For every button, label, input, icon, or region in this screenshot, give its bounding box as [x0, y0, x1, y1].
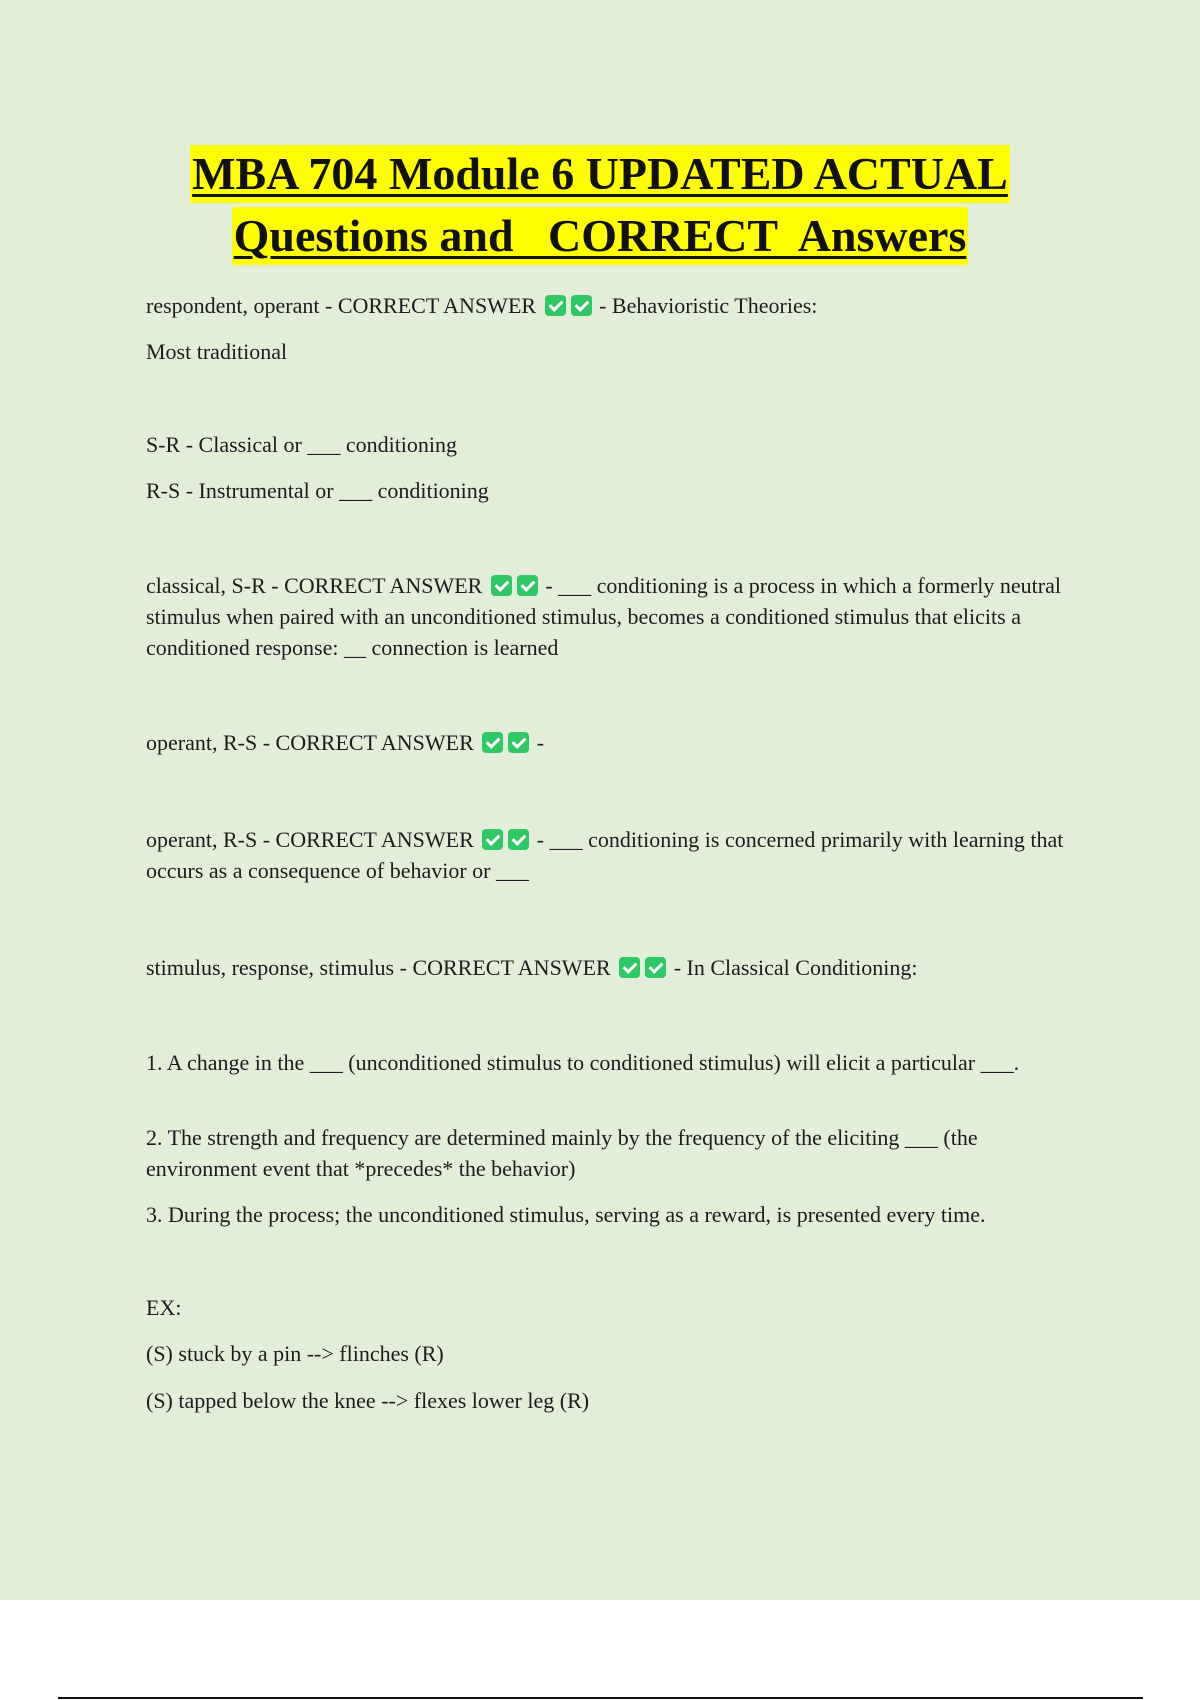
text-line: S-R - Classical or ___ conditioning [146, 432, 458, 457]
answer-text: operant, R-S - CORRECT ANSWER [146, 827, 474, 852]
qa-item-3 [146, 727, 1081, 758]
check-box-icon [508, 732, 529, 753]
answer-text: stimulus, response, stimulus - CORRECT ANSWER [146, 955, 611, 980]
footer-divider [58, 1697, 1143, 1699]
qa-item-4 [146, 824, 1081, 886]
list-item: 3. During the process; the unconditioned stimulus, serving as a reward, is presented every time. [146, 1202, 986, 1227]
check-box-icon [517, 575, 538, 596]
text-line: (S) stuck by a pin --> flinches (R) [146, 1341, 444, 1366]
check-box-icon [619, 957, 640, 978]
title-line-2: Questions and CORRECT Answers [232, 207, 969, 265]
question-text: - ___ conditioning is a process in which a formerly neutral stimulus when paired with an unconditioned stimulus, becomes a conditioned stimulus that elicits a conditioned response: __ connection is learned [146, 573, 1061, 660]
check-box-icon [482, 732, 503, 753]
check-box-icon [645, 957, 666, 978]
text-line: (S) tapped below the knee --> flexes lower leg (R) [146, 1388, 590, 1413]
question-text: - [536, 730, 545, 755]
qa-item-5 [146, 952, 1081, 983]
answer-text: operant, R-S - CORRECT ANSWER [146, 730, 474, 755]
answer-text: classical, S-R - CORRECT ANSWER [146, 573, 483, 598]
text-line: EX: [146, 1295, 182, 1320]
question-text: - In Classical Conditioning: [673, 955, 918, 980]
question-text: - ___ conditioning is concerned primarily with learning that occurs as a consequence of behavior or ___ [146, 827, 1064, 883]
qa-item-2 [146, 570, 1081, 663]
list-item: 2. The strength and frequency are determined mainly by the frequency of the eliciting ___ (the environment event that *precedes* the behavior) [146, 1125, 978, 1181]
answer-text: respondent, operant - CORRECT ANSWER [146, 293, 537, 318]
text-line: R-S - Instrumental or ___ conditioning [146, 478, 489, 503]
check-box-icon [482, 829, 503, 850]
qa-item-1 [146, 290, 1081, 321]
title-line-1: MBA 704 Module 6 UPDATED ACTUAL [190, 145, 1010, 203]
check-box-icon [491, 575, 512, 596]
document-title [0, 145, 1200, 265]
text-line: Most traditional [146, 339, 288, 364]
check-box-icon [508, 829, 529, 850]
question-text: - Behavioristic Theories: [599, 293, 818, 318]
check-box-icon [545, 295, 566, 316]
check-box-icon [571, 295, 592, 316]
list-item: 1. A change in the ___ (unconditioned stimulus to conditioned stimulus) will elicit a particular ___. [146, 1050, 1020, 1075]
